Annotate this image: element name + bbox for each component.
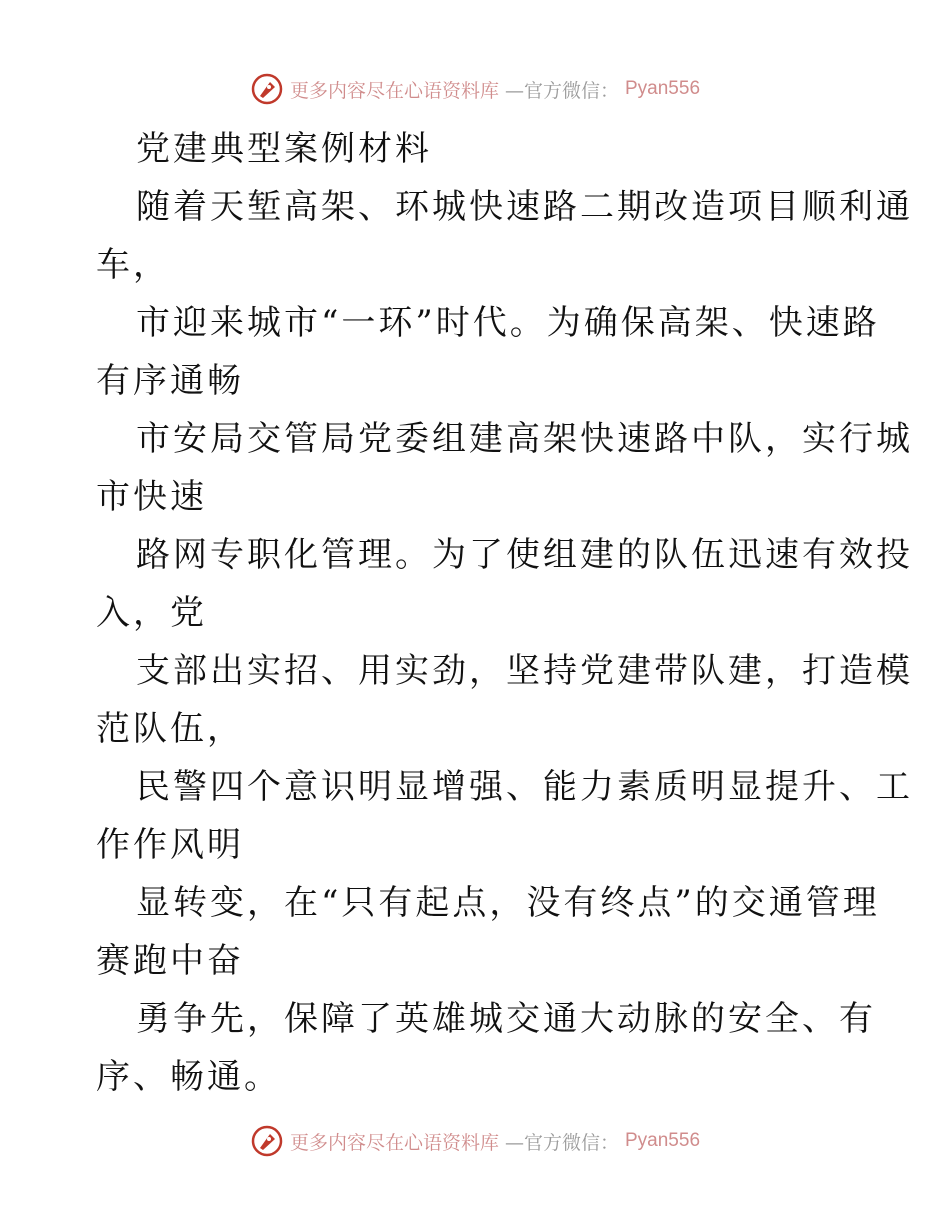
paragraph-line: 车， (96, 245, 170, 285)
paragraph-line: 市迎来城市“一环”时代。为确保高架、快速路 (136, 303, 880, 343)
paragraph-line: 勇争先，保障了英雄城交通大动脉的安全、有 (136, 999, 876, 1039)
paragraph-line: 路网专职化管理。为了使组建的队伍迅速有效投 (136, 535, 913, 575)
watermark-text: 更多内容尽在心语资料库 (289, 1131, 499, 1154)
watermark-separator: —官方微信： (504, 79, 619, 102)
paragraph-line: 支部出实招、用实劲，坚持党建带队建，打造模 (136, 651, 913, 691)
paragraph-line: 入，党 (96, 593, 207, 633)
paragraph-line: 显转变，在“只有起点，没有终点”的交通管理 (136, 883, 880, 923)
watermark-wechat-id: Pyan556 (625, 1130, 701, 1151)
document-title: 党建典型案例材料 (136, 129, 432, 169)
pen-nib-logo-icon (250, 1124, 284, 1158)
paragraph-line: 有序通畅 (96, 361, 244, 401)
paragraph-line: 市快速 (96, 477, 207, 517)
paragraph-line: 范队伍， (96, 709, 244, 749)
watermark-text: 更多内容尽在心语资料库 (289, 79, 499, 102)
paragraph-line: 民警四个意识明显增强、能力素质明显提升、工 (136, 767, 913, 807)
watermark-separator: —官方微信： (504, 1131, 619, 1154)
paragraph-line: 随着天堑高架、环城快速路二期改造项目顺利通 (136, 187, 913, 227)
pen-nib-logo-icon (250, 72, 284, 106)
paragraph-line: 作作风明 (96, 825, 244, 865)
paragraph-line: 赛跑中奋 (96, 941, 244, 981)
document-body (96, 120, 913, 1106)
paragraph-line: 序、畅通。 (96, 1057, 281, 1097)
header-watermark (0, 72, 950, 106)
paragraph-line: 市安局交管局党委组建高架快速路中队，实行城 (136, 419, 913, 459)
footer-watermark (0, 1124, 950, 1158)
watermark-wechat-id: Pyan556 (625, 78, 701, 99)
